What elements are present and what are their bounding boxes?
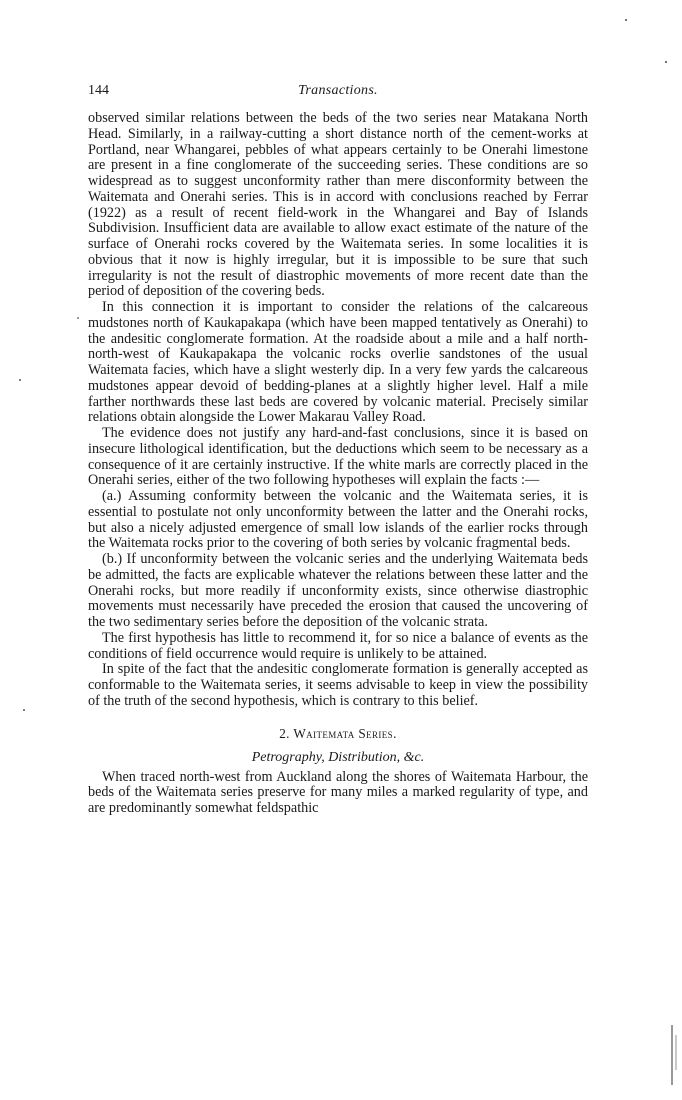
paragraph: observed similar relations between the beds of the two series near Matakana North Head. Similarly, in a railway-cutting a short distance north of the cement-works at Portland, near Whangarei, pebbles of what appears certainly to be Onerahi limestone are present in a fine conglomerate of the succeeding series. These conditions are so widespread as to suggest unconformity rather than mere disconformity between the Waitemata and Onerahi series. This is in accord with conclusions reached by Ferrar (1922) as a result of recent field-work in the Whangarei and Bay of Islands Subdivision. Insufficient data are available to allow exact estimate of the nature of the surface of Onerahi rocks covered by the Waitemata series. In some localities it is obvious that it now is highly irregular, but it is impossible to be sure that such irregularity is not the result of diastrophic movements of more recent date than the period of deposition of the covering beds. (88, 110, 588, 300)
paragraph: In spite of the fact that the andesitic conglomerate formation is generally accepted as conformable to the Waitemata series, it seems advisable to keep in view the possibility of the truth of the second hypothesis, which is contrary to this belief. (88, 661, 588, 709)
paragraph: (a.) Assuming conformity between the volcanic and the Waitemata series, it is essential to postulate not only unconformity between the latter and the Onerahi rocks, but also a nicely adjusted emergence of small low islands of the earlier rocks through the Waitemata rocks prior to the covering of both series by volcanic fragmental beds. (88, 488, 588, 552)
scan-speck (665, 61, 667, 63)
section-subheading: Petrography, Distribution, &c. (251, 749, 425, 765)
paragraph: In this connection it is important to consider the relations of the calcareous mudstones north of Kaukapakapa (which have been mapped tentatively as Onerahi) to the andesitic conglomerate formation. At the roadside about a mile and a half north-north-west of Kaukapakapa the volcanic rocks overlie sandstones of the usual Waitemata facies, which have a slight westerly dip. In a very few yards the calcareous mudstones appear devoid of bedding-planes at a slightly higher level. Half a mile farther northwards these last beds are covered by volcanic material. Precisely similar relations obtain alongside the Lower Makarau Valley Road. (88, 299, 588, 426)
scan-speck (625, 19, 627, 21)
paragraph: When traced north-west from Auckland along the shores of Waitemata Harbour, the beds of the Waitemata series preserve for many miles a marked regularity of type, and are predominantly somewhat feldspathic (88, 768, 588, 816)
page-number: 144 (88, 83, 109, 98)
paragraph: The evidence does not justify any hard-and-fast conclusions, since it is based on insecure lithological identification, but the deductions which seem to be necessary as a consequence of it are certainly instructive. If the white marls are correctly placed in the Onerahi series, either of the two following hypotheses will explain the facts :— (88, 425, 588, 489)
body-text (88, 111, 588, 817)
scan-speck (23, 709, 25, 711)
section-heading: 2. Waitemata Series. (279, 725, 397, 741)
scan-speck (77, 317, 79, 319)
running-title: Transactions. (298, 83, 378, 98)
running-head (88, 80, 588, 102)
paragraph: The first hypothesis has little to recommend it, for so nice a balance of events as the conditions of field occurrence would require is unlikely to be attained. (88, 629, 588, 662)
paragraph: (b.) If unconformity between the volcanic series and the underlying Waitemata beds be admitted, the facts are explicable whatever the relations between these latter and the Onerahi rocks, but more readily if unconformity exists, since otherwise diastrophic movements must necessarily have preceded the erosion that caused the uncovering of the two sedimentary series before the deposition of the volcanic strata. (88, 551, 588, 630)
page-content (88, 80, 588, 817)
scan-speck (19, 379, 21, 381)
